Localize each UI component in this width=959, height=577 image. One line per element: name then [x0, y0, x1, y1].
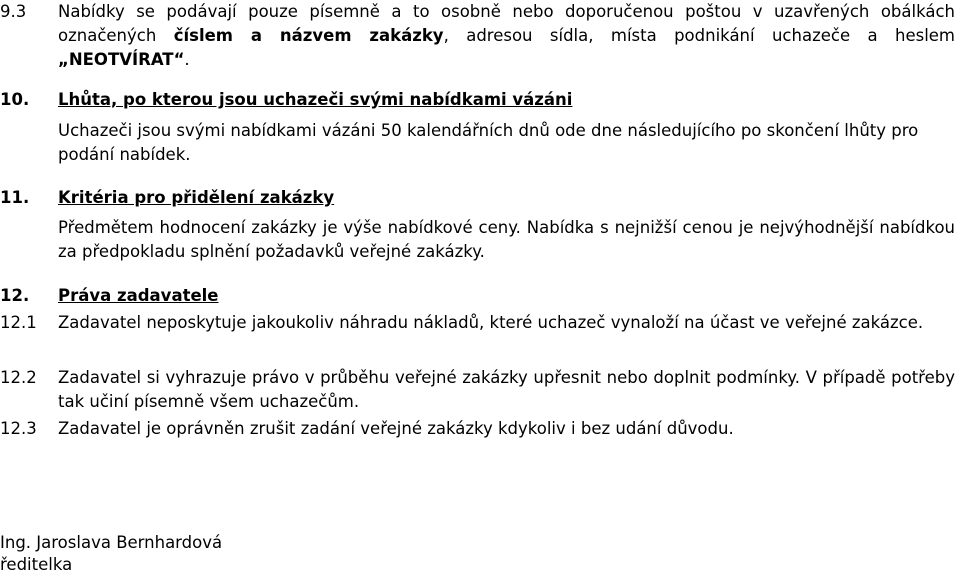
section-number: 12. — [0, 286, 30, 305]
section-9-3-text: Nabídky se podávají pouze písemně a to osobně nebo doporučenou poštou v uzavřených obálkách označených číslem a názvem zakázky, adresou sídla, místa podnikání uchazeče a heslem „NEOTVÍRAT“. — [58, 2, 955, 69]
section-heading: Kritéria pro přidělení zakázky — [58, 188, 335, 207]
section-heading: Práva zadavatele — [58, 286, 219, 305]
section-number: 9.3 — [0, 2, 27, 21]
item-text: Zadavatel je oprávněn zrušit zadání veřejné zakázky kdykoliv i bez udání důvodu. — [58, 419, 734, 438]
section-10-heading — [58, 88, 955, 112]
bold-password: „NEOTVÍRAT“ — [58, 50, 185, 69]
section-heading: Lhůta, po kterou jsou uchazeči svými nabídkami vázáni — [58, 90, 573, 109]
section-number: 10. — [0, 90, 30, 109]
item-text: Zadavatel neposkytuje jakoukoliv náhradu nákladů, které uchazeč vynaloží na účast ve veřejné zakázce. — [58, 313, 924, 332]
item-number: 12.2 — [0, 368, 37, 387]
bold-phrase: číslem a názvem zakázky — [173, 26, 444, 45]
section-12-heading — [58, 284, 955, 308]
item-number: 12.3 — [0, 419, 37, 438]
item-text: Zadavatel si vyhrazuje právo v průběhu veřejné zakázky upřesnit nebo doplnit podmínky. V případě potřeby tak učiní písemně všem uchazečům. — [58, 368, 955, 411]
section-11-body: Předmětem hodnocení zakázky je výše nabídkové ceny. Nabídka s nejnižší cenou je nejvýhodnější nabídkou za předpokladu splnění požadavků veřejné zakázky. — [58, 218, 955, 261]
signature-name: Ing. Jaroslava Bernhardová — [0, 533, 223, 552]
item-number: 12.1 — [0, 313, 37, 332]
signature-title: ředitelka — [0, 555, 73, 574]
section-10-body: Uchazeči jsou svými nabídkami vázáni 50 kalendářních dnů ode dne následujícího po skončení lhůty pro podání nabídek. — [58, 121, 919, 164]
section-11-heading — [58, 186, 955, 210]
section-number: 11. — [0, 188, 30, 207]
